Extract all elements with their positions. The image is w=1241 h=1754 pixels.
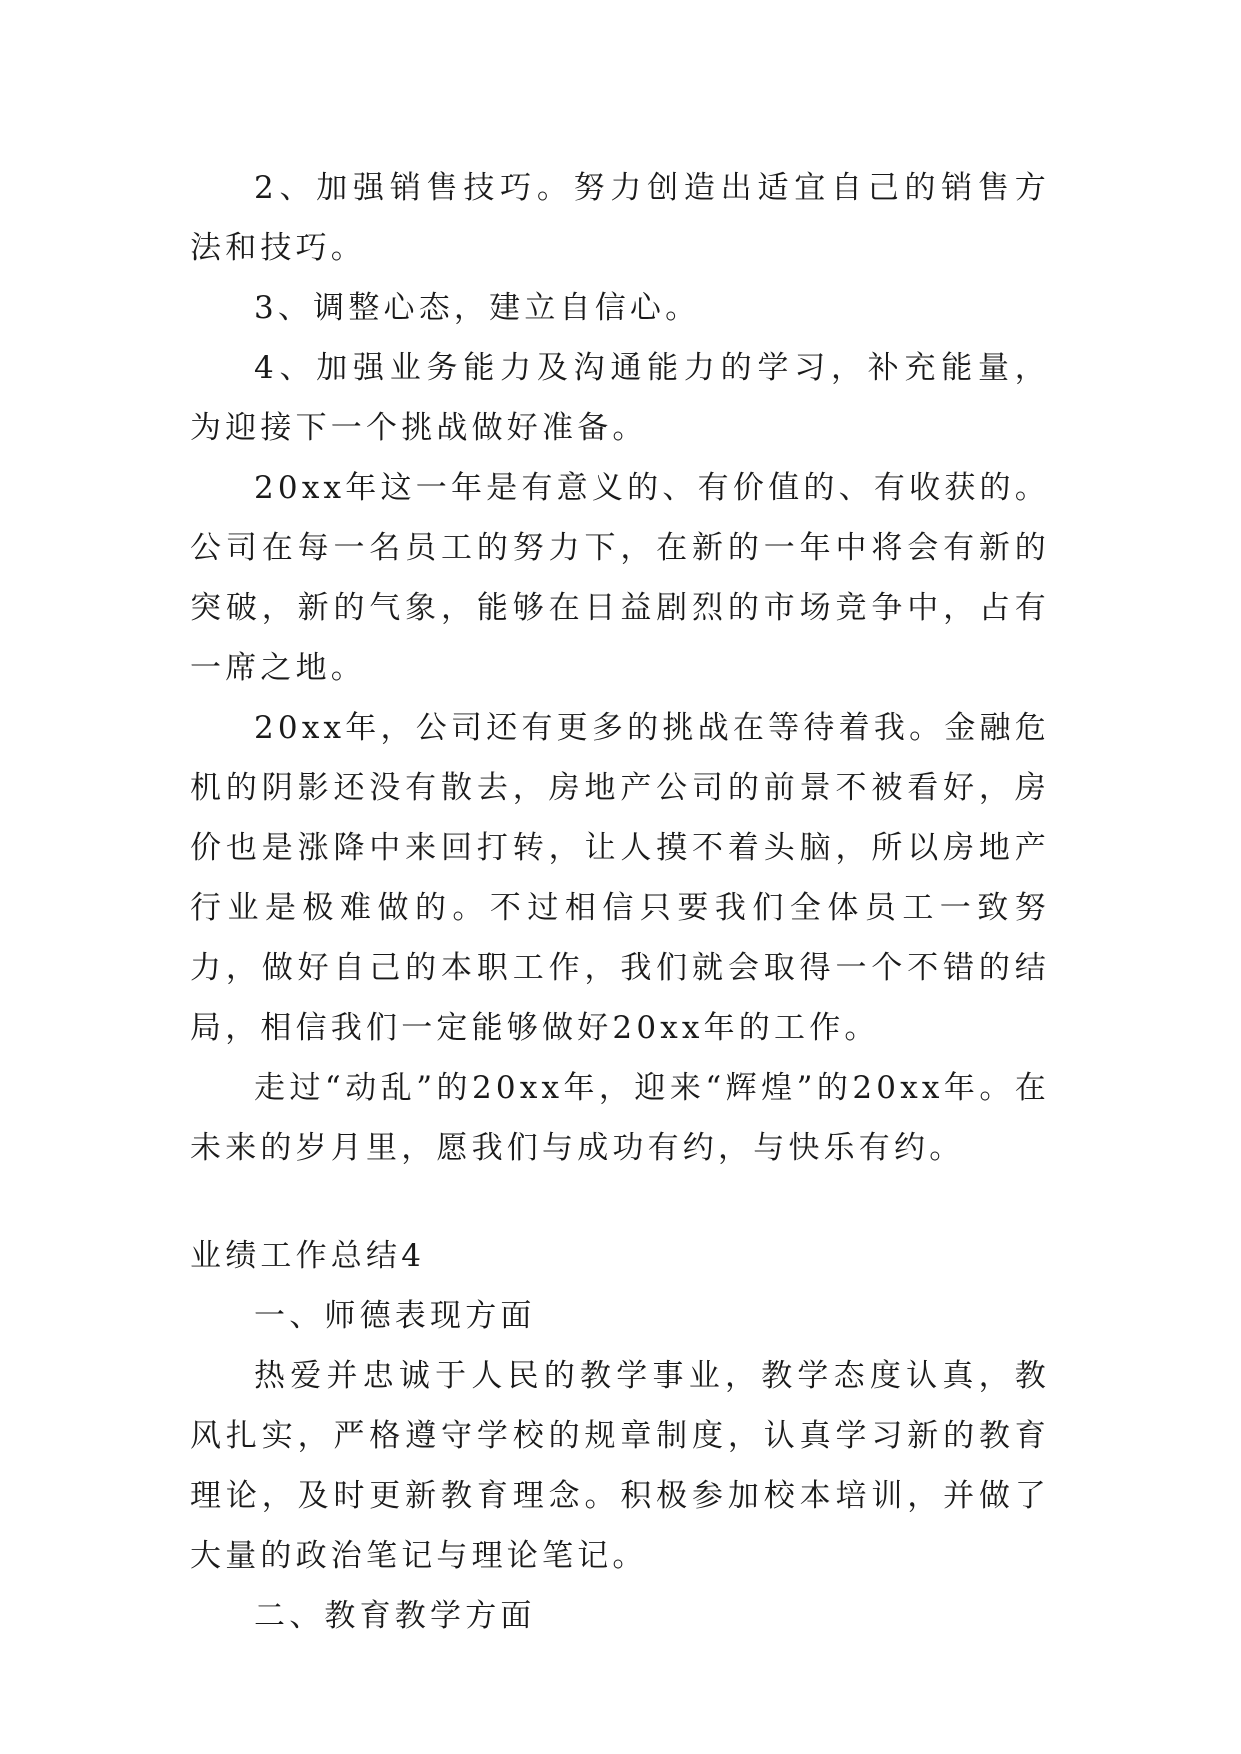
paragraph-mindset: 3、调整心态，建立自信心。 — [254, 290, 701, 326]
paragraph-business-ability: 4、加强业务能力及沟通能力的学习，补充能量，为迎接下一个挑战做好准备。 — [190, 350, 1050, 446]
paragraph-teacher-ethics: 热爱并忠诚于人民的教学事业，教学态度认真，教风扎实，严格遵守学校的规章制度，认真学习新的教育理论，及时更新教育理念。积极参加校本培训，并做了大量的政治笔记与理论笔记。 — [190, 1358, 1050, 1574]
heading-teacher-ethics: 一、师德表现方面 — [254, 1298, 536, 1334]
section-spacer — [190, 1178, 1050, 1226]
paragraph-closing: 走过“动乱”的20xx年，迎来“辉煌”的20xx年。在未来的岁月里，愿我们与成功有约，与快乐有约。 — [190, 1070, 1050, 1166]
heading-teaching: 二、教育教学方面 — [254, 1598, 536, 1634]
paragraph-year-summary: 20xx年这一年是有意义的、有价值的、有收获的。公司在每一名员工的努力下，在新的一年中将会有新的突破，新的气象，能够在日益剧烈的市场竞争中，占有一席之地。 — [190, 470, 1050, 686]
paragraph-challenges: 20xx年，公司还有更多的挑战在等待着我。金融危机的阴影还没有散去，房地产公司的前景不被看好，房价也是涨降中来回打转，让人摸不着头脑，所以房地产行业是极难做的。不过相信只要我们全体员工一致努力，做好自己的本职工作，我们就会取得一个不错的结局，相信我们一定能够做好20xx年的工作。 — [190, 710, 1050, 1046]
section-title: 业绩工作总结4 — [190, 1238, 426, 1274]
document-page — [190, 158, 1050, 1646]
paragraph-sales-skills: 2、加强销售技巧。努力创造出适宜自己的销售方法和技巧。 — [190, 170, 1050, 266]
